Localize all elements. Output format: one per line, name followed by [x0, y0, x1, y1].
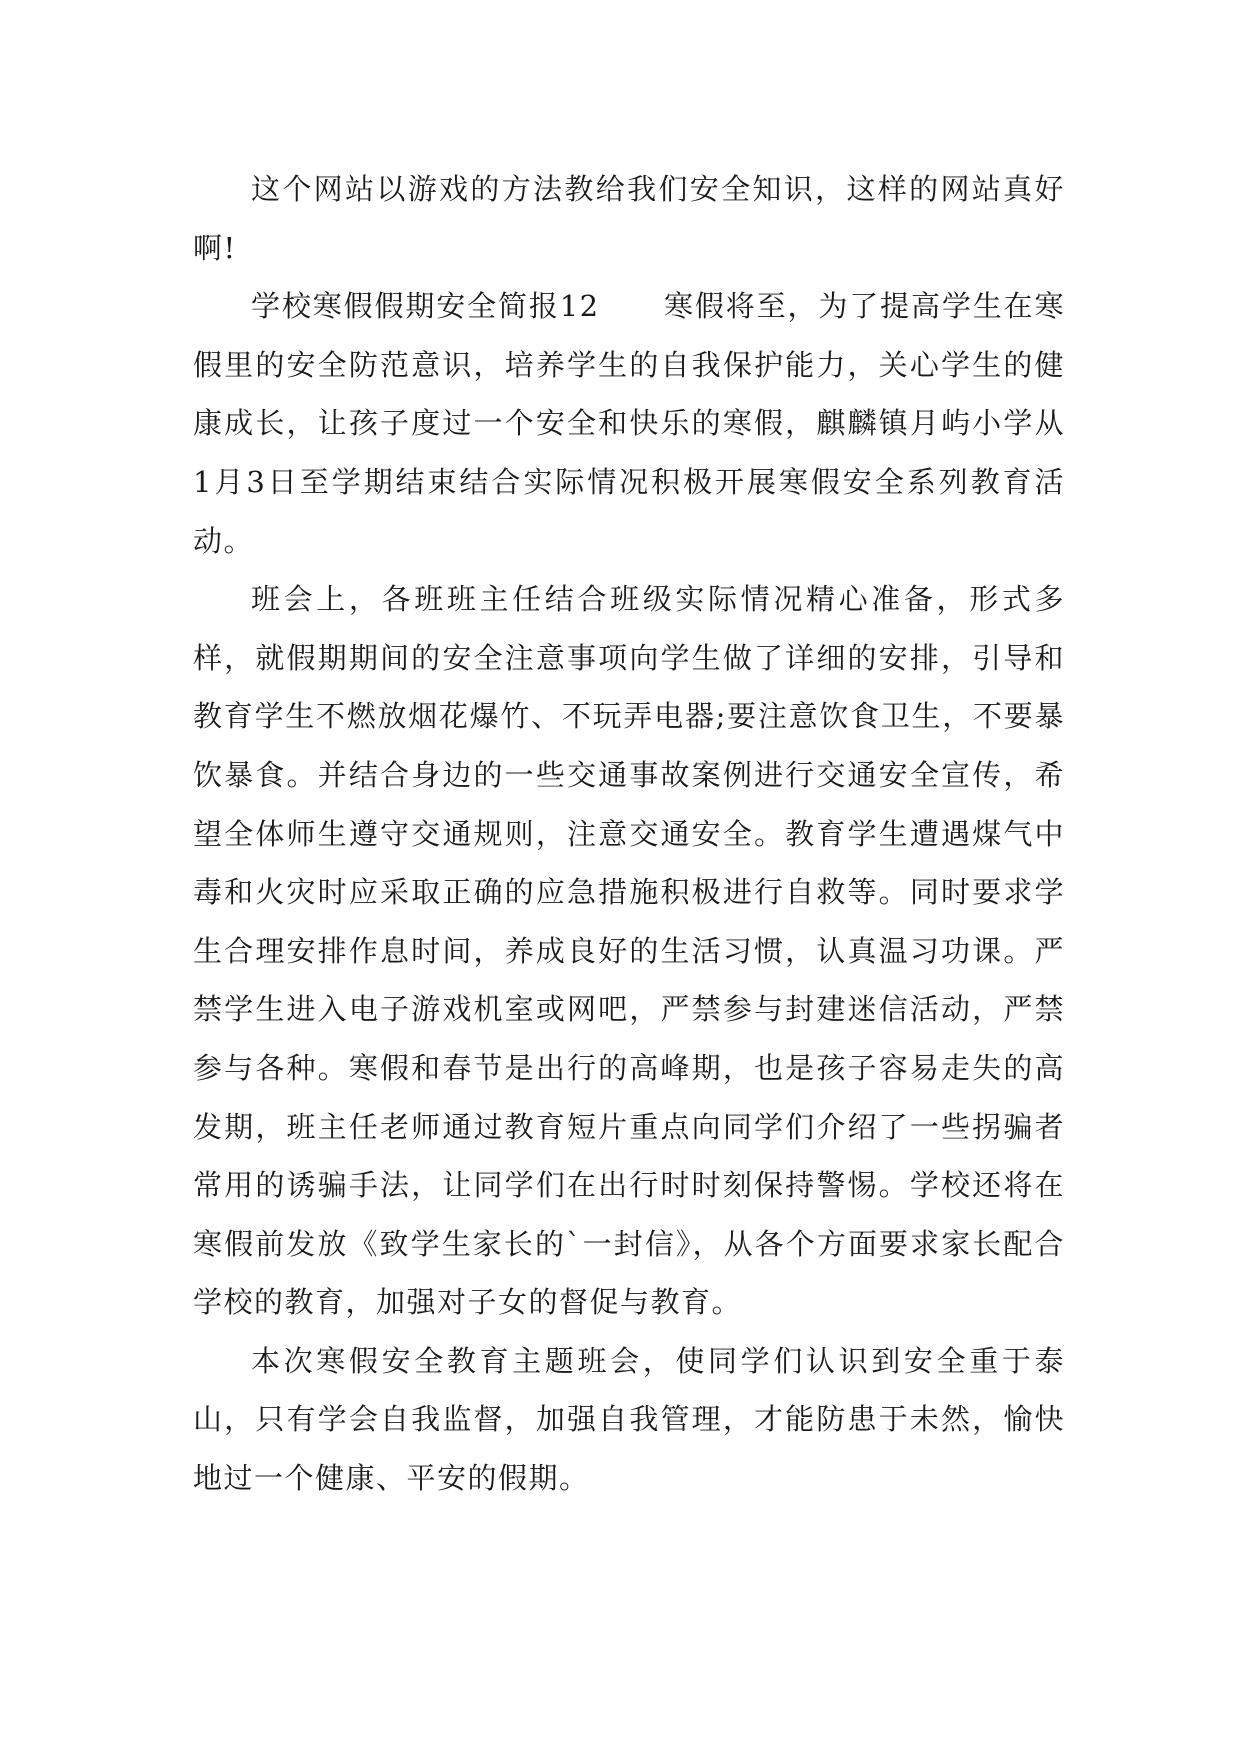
paragraph-class-meeting: 班会上，各班班主任结合班级实际情况精心准备，形式多样，就假期期间的安全注意事项向学生做了详细的安排，引导和教育学生不燃放烟花爆竹、不玩弄电器;要注意饮食卫生，不要暴饮暴食。并结合身边的一些交通事故案例进行交通安全宣传，希望全体师生遵守交通规则，注意交通安全。教育学生遭遇煤气中毒和火灾时应采取正确的应急措施积极进行自救等。同时要求学生合理安排作息时间，养成良好的生活习惯，认真温习功课。严禁学生进入电子游戏机室或网吧，严禁参与封建迷信活动，严禁参与各种。寒假和春节是出行的高峰期，也是孩子容易走失的高发期，班主任老师通过教育短片重点向同学们介绍了一些拐骗者常用的诱骗手法，让同学们在出行时时刻保持警惕。学校还将在寒假前发放《致学生家长的`一封信》，从各个方面要求家长配合学校的教育，加强对子女的督促与教育。 [193, 582, 1065, 1320]
paragraph-website: 这个网站以游戏的方法教给我们安全知识，这样的网站真好啊! [193, 172, 1065, 265]
bulletin-title: 学校寒假假期安全简报12 [251, 289, 600, 324]
document-body [193, 160, 1065, 1508]
bulletin-text: 寒假将至，为了提高学生在寒假里的安全防范意识，培养学生的自我保护能力，关心学生的健康成长，让孩子度过一个安全和快乐的寒假，麒麟镇月屿小学从1月3日至学期结束结合实际情况积极开展寒假安全系列教育活动。 [193, 289, 1065, 558]
paragraph-conclusion: 本次寒假安全教育主题班会，使同学们认识到安全重于泰山，只有学会自我监督，加强自我管理，才能防患于未然，愉快地过一个健康、平安的假期。 [193, 1343, 1065, 1496]
paragraph-bulletin [193, 277, 1065, 570]
